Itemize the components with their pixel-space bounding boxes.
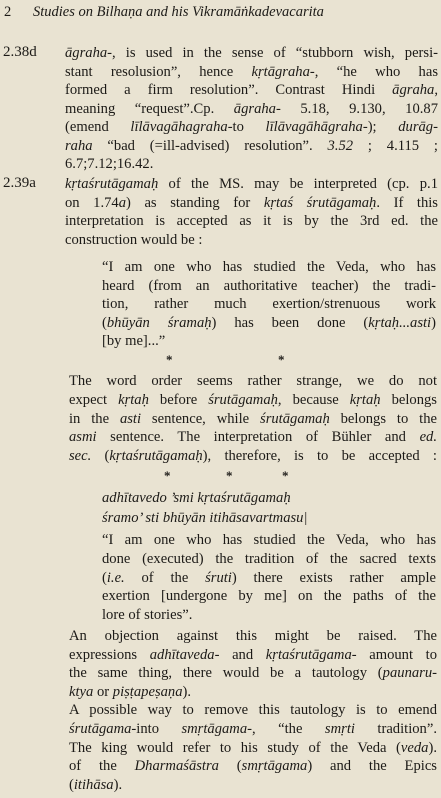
text-run: exertion [undergone by me] on the paths of the xyxy=(102,588,436,605)
text-run: or xyxy=(93,683,113,700)
text-line xyxy=(69,372,437,390)
text-run: ) and the Epics xyxy=(307,758,437,775)
text-run: The king would refer to his study of the Veda ( xyxy=(69,739,401,756)
text-line xyxy=(65,63,438,81)
italic-term: śruti xyxy=(205,569,232,586)
text-run: “bad (=ill-advised) resolution”. xyxy=(92,137,328,154)
text-run: tion, rather much exertion/strenuous work xyxy=(102,296,436,313)
asterisk-separator: * xyxy=(226,468,233,483)
text-line xyxy=(69,447,437,465)
text-run: ; 4.115 ; xyxy=(353,137,438,154)
italic-term: ktya xyxy=(69,683,94,700)
text-run: belongs to the xyxy=(329,410,437,427)
asterisk-separator: * xyxy=(166,352,173,367)
text-run: ( xyxy=(102,314,107,331)
text-run: ( xyxy=(102,569,107,586)
italic-term: kṛtaśrutāgamaḥ xyxy=(109,448,203,465)
note-number: 2.38d xyxy=(3,44,37,60)
italic-term: kṛtaḥ xyxy=(349,391,381,408)
text-run: , “he who has xyxy=(314,63,438,80)
text-line xyxy=(65,194,438,212)
text-run: ( xyxy=(218,758,242,775)
text-run: ( xyxy=(91,448,110,465)
italic-term: kṛtāgraha- xyxy=(251,63,315,80)
text-run: in the xyxy=(69,410,120,427)
text-run: , is used in the sense of “stubborn wish, persi- xyxy=(112,45,438,61)
text-run: amount to xyxy=(356,646,437,663)
text-run: “I am one who has studied the Veda, who has xyxy=(102,532,436,548)
text-run: done (executed) the tradition of the sacred texts xyxy=(102,550,436,567)
text-run: and xyxy=(219,646,266,663)
text-run: expressions xyxy=(69,646,150,663)
text-line xyxy=(102,295,436,313)
italic-term: śrutāgamaḥ xyxy=(208,391,278,408)
italic-term: i.e. xyxy=(106,569,125,586)
italic-term: Dharmaśāstra xyxy=(134,758,219,775)
italic-term: smṛtāgama xyxy=(241,758,308,775)
italic-term: durāg- xyxy=(398,119,438,135)
text-run: ) there exists rather ample xyxy=(231,569,436,586)
text-run: , “the xyxy=(252,721,325,737)
text-run: meaning “request”.Cp. xyxy=(65,100,234,117)
text-run: ); xyxy=(367,119,399,135)
text-run: interpretation is accepted as it is by the 3rd ed. the xyxy=(65,213,438,230)
italic-term: itihāsa xyxy=(73,776,114,793)
text-line xyxy=(102,258,436,276)
running-title: Studies on Bilhaṇa and his Vikramāṅkadevacarita xyxy=(33,4,324,20)
text-line xyxy=(69,627,437,645)
text-run: on 1.74 xyxy=(65,194,119,211)
text-line xyxy=(102,587,436,605)
text-line xyxy=(69,701,437,719)
text-line xyxy=(65,212,438,230)
text-line xyxy=(65,175,438,193)
text-line xyxy=(65,81,438,99)
italic-term: śramo’ sti bhūyān itihāsavartmasu| xyxy=(102,510,308,526)
page-header xyxy=(4,4,433,24)
text-line xyxy=(102,509,308,527)
text-line xyxy=(69,739,437,757)
italic-term: 3.52 xyxy=(327,137,354,154)
text-run: 6.7;7.12;16.42. xyxy=(65,156,154,172)
italic-term: līlāvagāhagraha xyxy=(130,119,228,135)
italic-term: piṣṭapeṣaṇa xyxy=(112,683,183,700)
text-line xyxy=(65,44,438,62)
text-run: heard (from an authoritative teacher) the tradi- xyxy=(102,277,436,294)
text-run: construction would be : xyxy=(65,232,203,249)
text-run: sentence, while xyxy=(141,410,261,427)
text-run: A possible way to remove this tautology is to emend xyxy=(69,702,437,719)
italic-term: smṛti xyxy=(324,721,355,737)
text-run: ). xyxy=(428,739,437,756)
italic-term: kṛtaḥ...asti xyxy=(368,314,432,331)
text-line xyxy=(69,646,437,664)
italic-term: asmi xyxy=(69,429,97,446)
italic-term: śrutāgamaḥ xyxy=(260,410,330,427)
note-number: 2.39a xyxy=(3,175,36,191)
italic-term: bhūyān śramaḥ xyxy=(106,314,212,331)
italic-term: kṛtaḥ xyxy=(118,391,149,408)
text-line xyxy=(69,757,437,775)
italic-term: adhītaveda- xyxy=(149,646,220,663)
italic-term: āgraha xyxy=(392,82,435,98)
text-run: ) xyxy=(431,314,436,331)
text-run: belongs xyxy=(380,391,437,408)
italic-term: ed. xyxy=(419,429,437,446)
asterisk-separator: * xyxy=(278,352,285,367)
italic-term: līlāvagāhāgraha- xyxy=(265,119,368,135)
text-run: into xyxy=(136,721,182,737)
italic-term: asti xyxy=(119,410,142,427)
text-run: ) as standing for xyxy=(126,194,264,211)
text-run: ( xyxy=(69,776,74,793)
text-line xyxy=(102,314,436,332)
text-line xyxy=(69,428,437,446)
italic-term: āgraha- xyxy=(65,45,113,61)
text-line xyxy=(65,231,202,249)
page-number: 2 xyxy=(4,4,12,20)
italic-term: āgraha- xyxy=(233,100,281,117)
asterisk-separator: * xyxy=(164,468,171,483)
text-run: , xyxy=(434,82,438,98)
text-run: lore of stories”. xyxy=(102,607,193,624)
italic-term: smṛtāgama- xyxy=(181,721,253,737)
text-line xyxy=(69,683,191,701)
text-run: before xyxy=(148,391,209,408)
text-line xyxy=(102,550,436,568)
italic-term: kṛtaśrutāgama- xyxy=(265,646,357,663)
text-run: stant resolusion”, hence xyxy=(65,63,252,80)
italic-term: paunaru- xyxy=(382,665,437,682)
text-run: ), therefore, is to be accepted : xyxy=(202,448,437,465)
text-run: -to xyxy=(227,119,266,135)
text-run: The word order seems rather strange, we do not xyxy=(69,373,437,389)
text-line xyxy=(65,100,438,118)
text-line xyxy=(102,606,192,624)
text-line xyxy=(102,531,436,549)
text-run: , because xyxy=(277,391,350,408)
text-run: the same thing, there would be a tautology ( xyxy=(69,665,383,682)
italic-term: veda xyxy=(400,739,429,756)
text-line xyxy=(65,118,438,136)
text-run: 5.18, 9.130, 10.87 xyxy=(280,100,438,117)
text-line xyxy=(102,569,436,587)
italic-term: kṛtaś śrutāgamaḥ xyxy=(263,194,377,211)
text-run: sentence. The interpretation of Bühler and xyxy=(96,429,420,446)
text-line xyxy=(69,776,122,794)
italic-term: raha xyxy=(65,137,93,154)
text-run: formed a firm resolution”. Contrast Hindi xyxy=(65,82,393,98)
text-line xyxy=(65,137,438,155)
italic-term: śrutāgama- xyxy=(69,721,137,737)
text-line xyxy=(65,155,153,173)
text-run: of the xyxy=(69,758,135,775)
text-line xyxy=(69,664,437,682)
text-run: of the xyxy=(124,569,206,586)
text-line xyxy=(69,391,437,409)
text-line xyxy=(102,277,436,295)
text-run: . If this xyxy=(376,194,438,211)
text-run: tradition”. xyxy=(354,721,437,737)
text-run: An objection against this might be raised. The xyxy=(69,628,437,644)
italic-term: sec. xyxy=(69,448,92,465)
text-run: ). xyxy=(113,776,123,793)
text-run: ) has been done ( xyxy=(211,314,369,331)
text-run: [by me]...” xyxy=(102,333,166,350)
text-run: of the MS. may be interpreted (cp. p.1 xyxy=(158,176,438,192)
text-line xyxy=(102,332,165,350)
text-run: (emend xyxy=(65,119,131,135)
italic-term: kṛtaśrutāgamaḥ xyxy=(65,176,159,192)
italic-term: adhītavedo ’smi kṛtaśrutāgamaḥ xyxy=(102,490,291,506)
text-line xyxy=(69,720,437,738)
text-run: expect xyxy=(69,391,119,408)
asterisk-separator: * xyxy=(282,468,289,483)
text-run: “I am one who has studied the Veda, who has xyxy=(102,259,436,275)
text-run: ). xyxy=(182,683,192,700)
text-line xyxy=(102,489,291,507)
text-line xyxy=(69,410,437,428)
italic-term: a xyxy=(118,194,127,211)
